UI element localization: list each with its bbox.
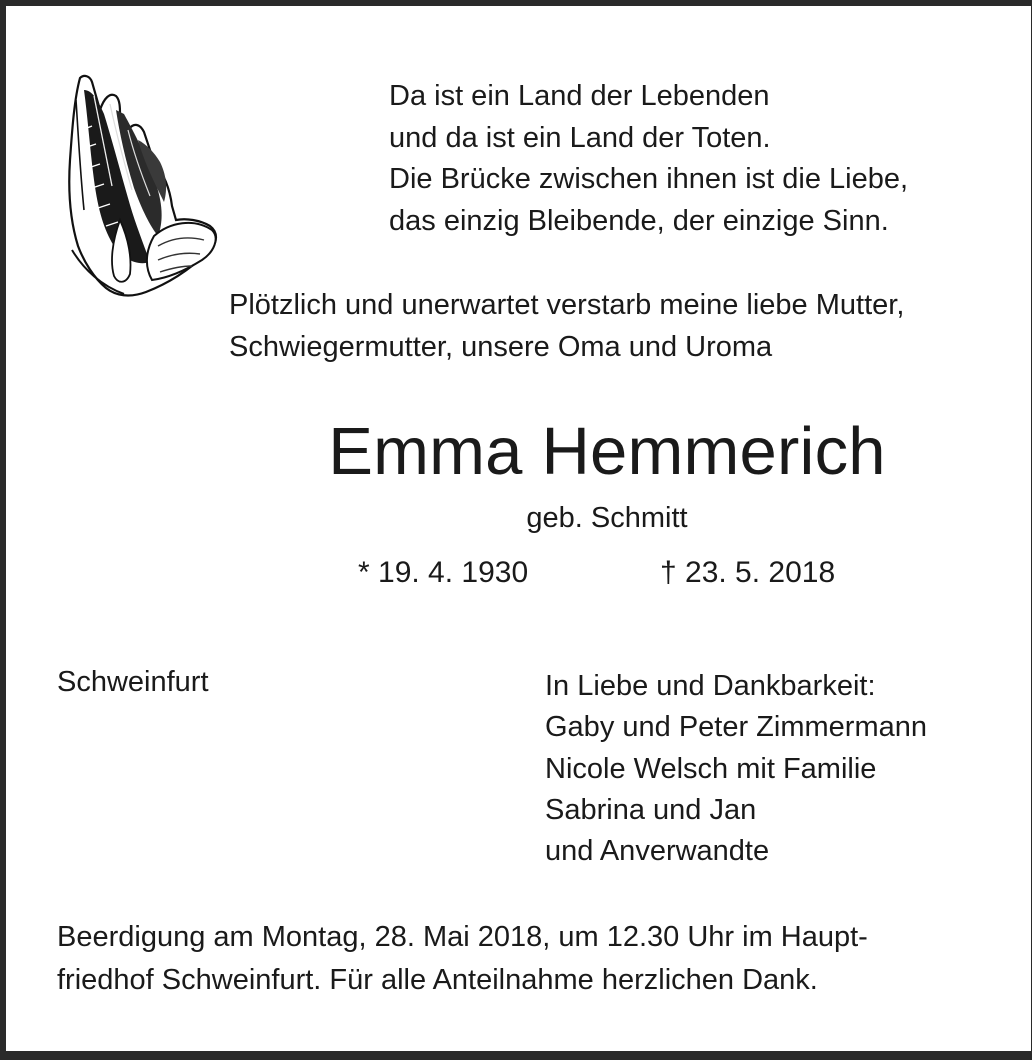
funeral-info (57, 916, 868, 1002)
maiden-name: geb. Schmitt (526, 502, 688, 534)
praying-hands-icon (54, 70, 224, 302)
mourner-line: und Anverwandte (545, 835, 770, 868)
mourner-line: Sabrina und Jan (545, 793, 757, 826)
mourner-line: In Liebe und Dankbarkeit: (545, 670, 876, 702)
funeral-line: Beerdigung am Montag, 28. Mai 2018, um 12.30 Uhr im Haupt- (57, 921, 868, 953)
poem-line: und da ist ein Land der Toten. (389, 121, 771, 154)
mourner-line: Gaby und Peter Zimmermann (545, 711, 927, 744)
announcement-line: Plötzlich und unerwartet verstarb meine liebe Mutter, (229, 289, 905, 321)
death-announcement (229, 284, 904, 368)
announcement-line: Schwiegermutter, unsere Oma und Uroma (229, 331, 773, 363)
birth-date: * 19. 4. 1930 (358, 556, 529, 589)
poem-line: Die Brücke zwischen ihnen ist die Liebe, (389, 163, 909, 195)
funeral-line: friedhof Schweinfurt. Für alle Anteilnahme herzlichen Dank. (57, 964, 818, 996)
poem-line: Da ist ein Land der Lebenden (389, 80, 770, 112)
poem-line: das einzig Bleibende, der einzige Sinn. (389, 204, 889, 237)
deceased-name: Emma Hemmerich (328, 414, 886, 489)
mourner-line: Nicole Welsch mit Familie (545, 752, 877, 785)
mourners-list (545, 666, 927, 872)
poem (389, 76, 908, 242)
death-date: † 23. 5. 2018 (660, 556, 836, 589)
place-name: Schweinfurt (57, 666, 209, 698)
